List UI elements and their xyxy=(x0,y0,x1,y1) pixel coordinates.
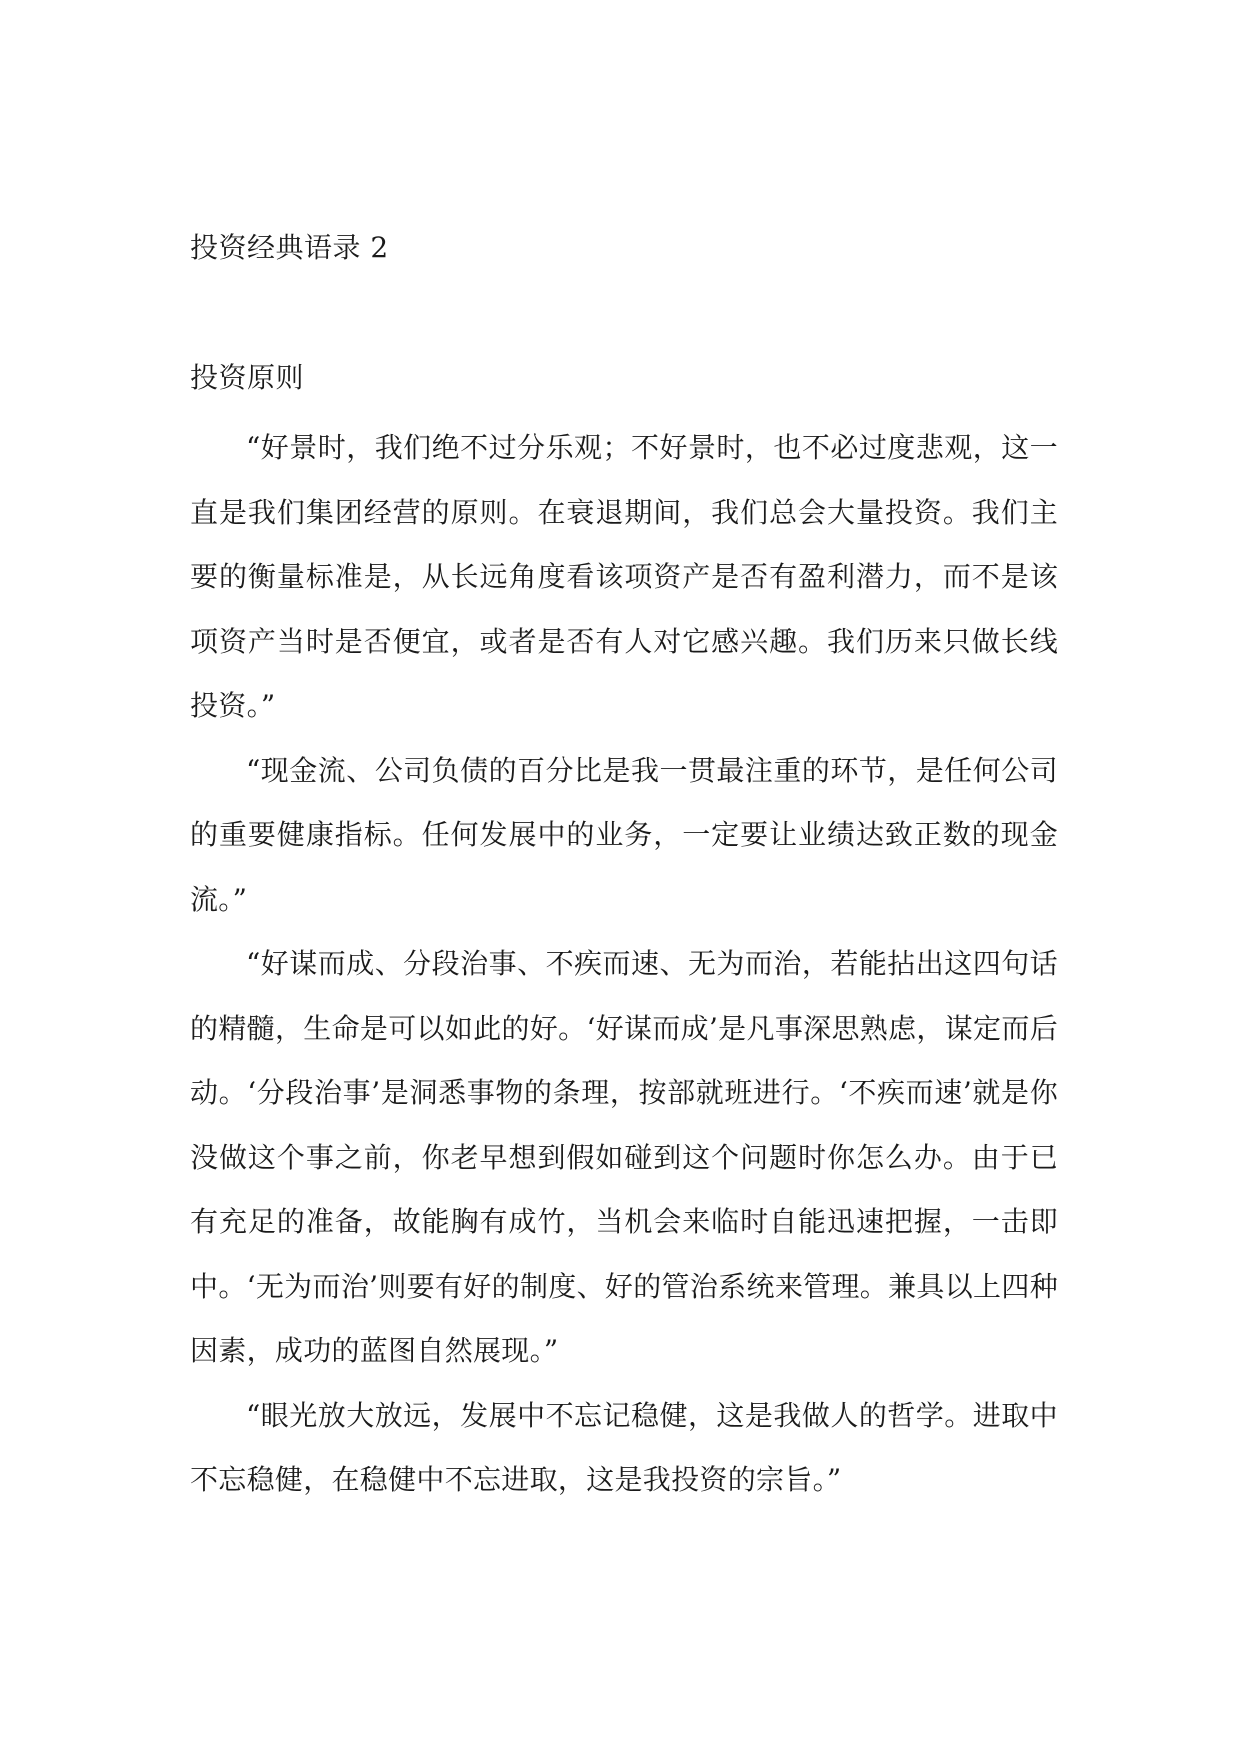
quote-paragraph-3: “好谋而成、分段治事、不疾而速、无为而治，若能拈出这四句话的精髓，生命是可以如此的好。‘好谋而成’是凡事深思熟虑，谋定而后动。‘分段治事’是洞悉事物的条理，按部就班进行。‘不疾而速’就是你没做这个事之前，你老早想到假如碰到这个问题时你怎么办。由于已有充足的准备，故能胸有成竹，当机会来临时自能迅速把握，一击即中。‘无为而治’则要有好的制度、好的管治系统来管理。兼具以上四种因素，成功的蓝图自然展现。” xyxy=(190,947,1058,1367)
document-body xyxy=(190,416,1058,1513)
quote-paragraph-4: “眼光放大放远，发展中不忘记稳健，这是我做人的哲学。进取中不忘稳健，在稳健中不忘进取，这是我投资的宗旨。” xyxy=(190,1398,1058,1496)
section-heading: 投资原则 xyxy=(190,361,305,394)
quote-paragraph-2: “现金流、公司负债的百分比是我一贯最注重的环节，是任何公司的重要健康指标。任何发展中的业务，一定要让业绩达致正数的现金流。” xyxy=(190,753,1058,916)
document-title: 投资经典语录 2 xyxy=(190,231,389,264)
quote-paragraph-1: “好景时，我们绝不过分乐观；不好景时，也不必过度悲观，这一直是我们集团经营的原则。在衰退期间，我们总会大量投资。我们主要的衡量标准是，从长远角度看该项资产是否有盈利潜力，而不是该项资产当时是否便宜，或者是否有人对它感兴趣。我们历来只做长线投资。” xyxy=(190,431,1058,722)
document-page xyxy=(190,0,1058,1754)
